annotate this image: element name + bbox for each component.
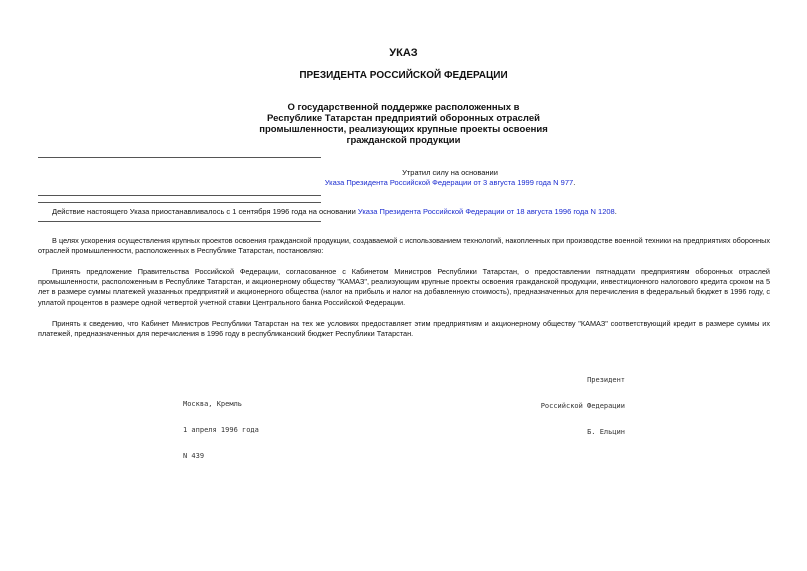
divider [38,221,321,222]
paragraph-2 [38,267,770,308]
suspension-text: Действие настоящего Указа приостанавливалось с 1 сентября 1996 года на основании [52,207,358,216]
subject-line: гражданской продукции [346,135,461,146]
signature-line: Б. Ельцин [587,427,625,436]
paragraph-text: В целях ускорения осуществления крупных проектов освоения гражданской продукции, создаваемой с использованием технологий, накопленных при производстве военной техники на предприятиях оборонных отраслей промышленности, расположенных в Республике Татарстан, постановляю: [38,236,770,256]
suspension-link[interactable]: Указа Президента Российской Федерации от 18 августа 1996 года N 1208 [357,207,615,216]
subject-line: промышленности, реализующих крупные проекты освоения [259,124,548,135]
divider [38,195,321,196]
date-line: 1 апреля 1996 года [183,425,259,434]
document-title: УКАЗ [389,47,418,59]
subject-line: О государственной поддержке расположенных в [287,102,520,113]
suspension-end: . [614,207,617,216]
suspension-note [52,207,617,216]
paragraph-text: Принять к сведению, что Кабинет Министров Республики Татарстан на тех же условиях предоставляет этим предприятиям и акционерному обществу "КАМАЗ" соответствующий кредит в размере суммы их платежей, предназначенных для перечисления в 1996 году в республиканский бюджет Республики Татарстан. [38,319,770,339]
lost-force-note [250,168,650,188]
lost-force-link-line [250,178,650,188]
paragraph-1 [38,236,770,256]
divider [38,157,321,158]
divider [38,202,321,203]
place-line: Москва, Кремль [183,400,243,409]
document-issuer: ПРЕЗИДЕНТА РОССИЙСКОЙ ФЕДЕРАЦИИ [299,70,508,81]
lost-force-link[interactable]: Указа Президента Российской Федерации от 3 августа 1999 года N 977 [324,178,574,187]
signature-line: Российской Федерации [540,401,625,410]
number-line: N 439 [183,451,205,460]
lost-force-text: Утратил силу на основании [402,168,498,177]
paragraph-text: Принять предложение Правительства Российской Федерации, согласованное с Кабинетом Министров Республики Татарстан, о предоставлении пятнадцати предприятиям оборонных отраслей промышленности, расположенным в Республике Татарстан, и акционерному обществу "КАМАЗ", реализующим крупные проекты освоения гражданской продукции, инвестиционного налогового кредита сроком на 5 лет в размере суммы платежей указанных предприятий и акционерного общества (налог на прибыль и налог на добавленную стоимость), предназначенных для перечисления в федеральный бюджет в 1996 году, с уплатой процентов в размере одной четвертой учетной ставки Центрального банка Российской Федерации. [38,267,770,307]
signature-block [520,359,625,454]
signature-line: Президент [587,376,625,385]
subject-line: Республике Татарстан предприятий оборонных отраслей [267,113,540,124]
document-subject [0,102,807,146]
lost-force-end: . [573,178,576,187]
paragraph-3 [38,319,770,339]
place-date-block [183,383,259,478]
